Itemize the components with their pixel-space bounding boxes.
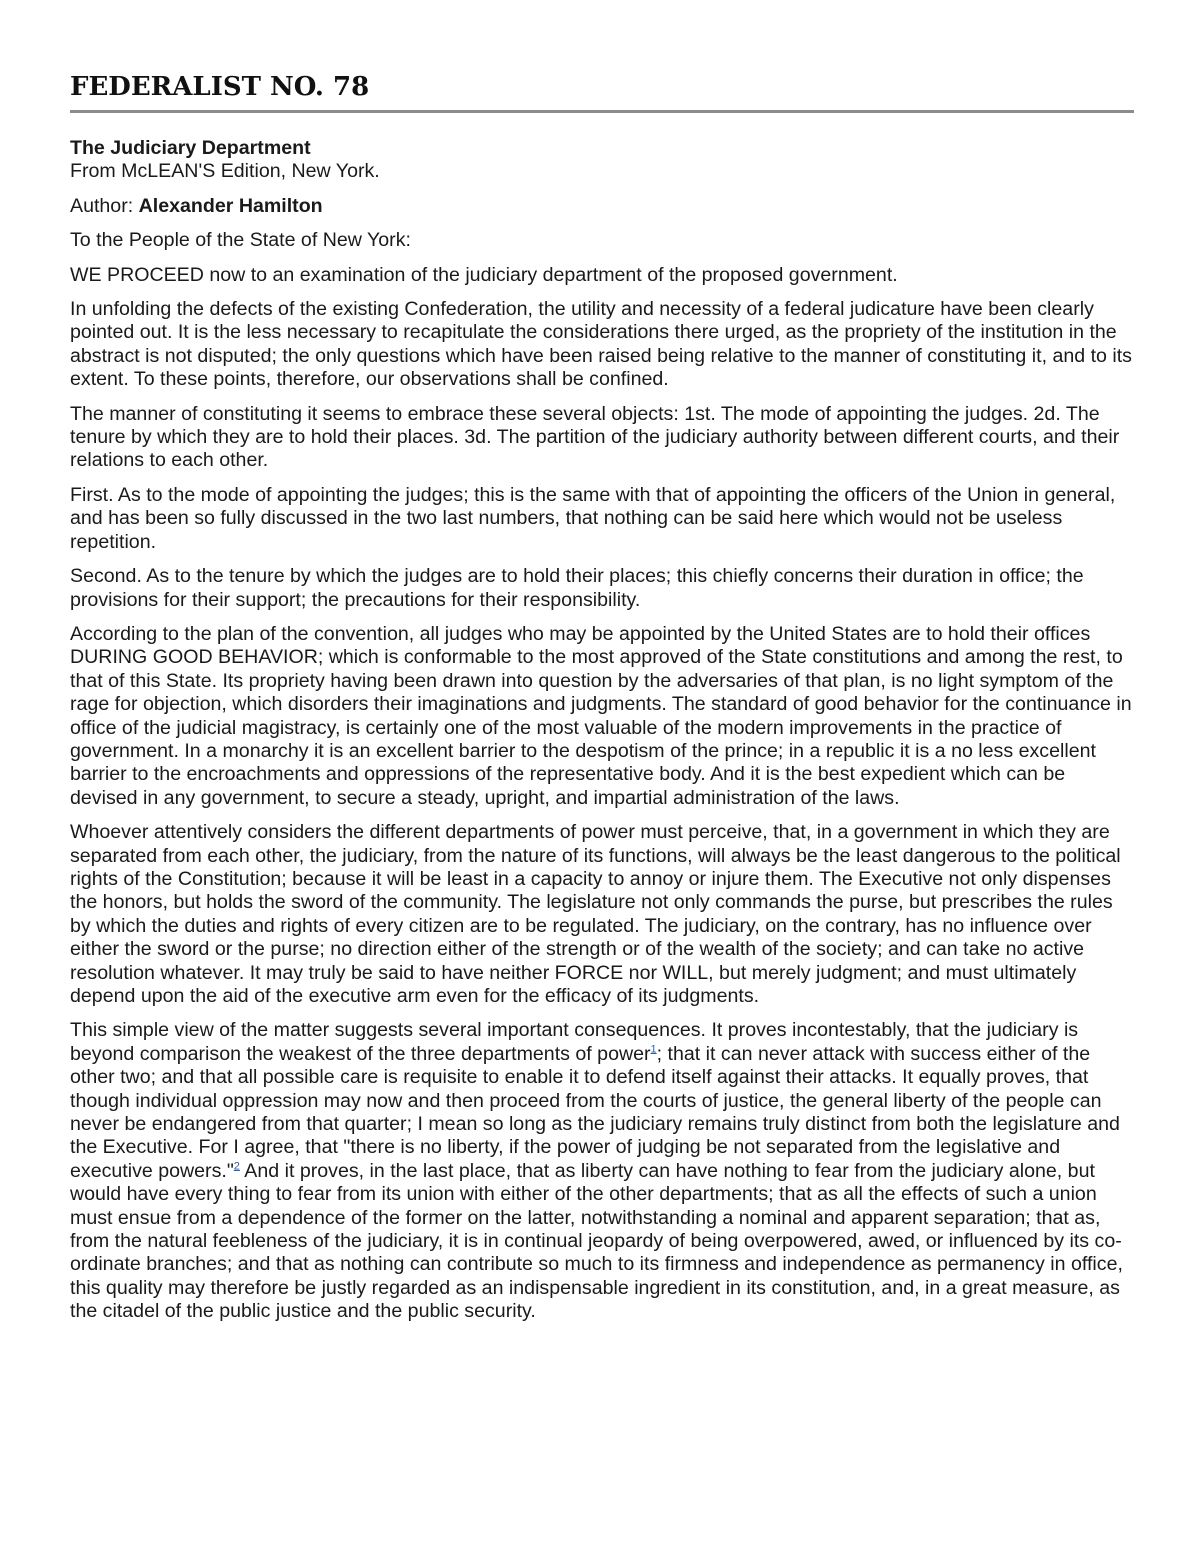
- footnote-link-1[interactable]: 1: [650, 1043, 657, 1056]
- title-divider: [70, 110, 1134, 113]
- author-name: Alexander Hamilton: [138, 194, 323, 217]
- paragraph-8-part-1: This simple view of the matter suggests several important consequences. It proves incontestably, that the judiciary is beyond comparison the weakest of the three departments of power: [70, 1019, 1079, 1065]
- paragraph-7: Whoever attentively considers the different departments of power must perceive, that, in a government in which they are separated from each other, the judiciary, from the nature of its functions, will always be the least dangerous to the political rights of the Constitution; because it will be least in a capacity to annoy or injure them. The Executive not only dispenses the honors, but holds the sword of the community. The legislature not only commands the purse, but prescribes the rules by which the duties and rights of every citizen are to be regulated. The judiciary, on the contrary, has no influence over either the sword or the purse; no direction either of the strength or of the wealth of the society; and can take no active resolution whatever. It may truly be said to have neither FORCE nor WILL, but merely judgment; and must ultimately depend upon the aid of the executive arm even for the efficacy of its judgments.: [70, 821, 1121, 1007]
- document-header-block: [70, 137, 1132, 184]
- footnote-link-2[interactable]: 2: [233, 1160, 240, 1173]
- document-body: [70, 137, 1132, 1324]
- paragraph-5: Second. As to the tenure by which the judges are to hold their places; this chiefly concerns their duration in office; the provisions for their support; the precautions for their responsibility.: [70, 565, 1084, 611]
- document-edition: From McLEAN'S Edition, New York.: [70, 160, 380, 183]
- paragraph-1: WE PROCEED now to an examination of the judiciary department of the proposed government.: [70, 263, 898, 286]
- paragraph-8-part-2: ; that it can never attack with success either of the other two; and that all possible care is requisite to enable it to defend itself against their attacks. It equally proves, that though individual oppression may now and then proceed from the courts of justice, the general liberty of the people can never be endangered from that quarter; I mean so long as the judiciary remains truly distinct from both the legislature and the Executive. For I agree, that "there is no liberty, if the power of judging be not separated from the legislative and executive powers.": [70, 1042, 1120, 1182]
- document-subtitle: The Judiciary Department: [70, 137, 311, 159]
- paragraph-3: The manner of constituting it seems to embrace these several objects: 1st. The mode of appointing the judges. 2d. The tenure by which they are to hold their places. 3d. The partition of the judiciary authority between different courts, and their relations to each other.: [70, 402, 1120, 472]
- paragraph-2: In unfolding the defects of the existing Confederation, the utility and necessity of a federal judicature have been clearly pointed out. It is the less necessary to recapitulate the considerations there urged, as the propriety of the institution in the abstract is not disputed; the only questions which have been raised being relative to the manner of constituting it, and to its extent. To these points, therefore, our observations shall be confined.: [70, 298, 1132, 391]
- author-label: Author:: [70, 194, 139, 217]
- paragraph-8-part-3: And it proves, in the last place, that as liberty can have nothing to fear from the judiciary alone, but would have every thing to fear from its union with either of the other departments; that as all the effects of such a union must ensue from a dependence of the former on the latter, notwithstanding a nominal and apparent separation; that as, from the natural feebleness of the judiciary, it is in continual jeopardy of being overpowered, awed, or influenced by its co-ordinate branches; and that as nothing can contribute so much to its firmness and independence as permanency in office, this quality may therefore be justly regarded as an indispensable ingredient in its constitution, and, in a great measure, as the citadel of the public justice and the public security.: [70, 1159, 1123, 1323]
- paragraph-4: First. As to the mode of appointing the judges; this is the same with that of appointing the officers of the Union in general, and has been so fully discussed in the two last numbers, that nothing can be said here which would not be useless repetition.: [70, 483, 1116, 553]
- paragraph-8: [70, 1019, 1132, 1323]
- document-title: FEDERALIST NO. 78: [70, 72, 370, 102]
- paragraph-6: According to the plan of the convention, all judges who may be appointed by the United States are to hold their offices DURING GOOD BEHAVIOR; which is conformable to the most approved of the State constitutions and among the rest, to that of this State. Its propriety having been drawn into question by the adversaries of that plan, is no light symptom of the rage for objection, which disorders their imaginations and judgments. The standard of good behavior for the continuance in office of the judicial magistracy, is certainly one of the most valuable of the modern improvements in the practice of government. In a monarchy it is an excellent barrier to the despotism of the prince; in a republic it is a no less excellent barrier to the encroachments and oppressions of the representative body. And it is the best expedient which can be devised in any government, to secure a steady, upright, and impartial administration of the laws.: [70, 622, 1132, 809]
- document-page: [70, 70, 1132, 1335]
- author-line: [70, 195, 1132, 218]
- salutation: To the People of the State of New York:: [70, 229, 411, 252]
